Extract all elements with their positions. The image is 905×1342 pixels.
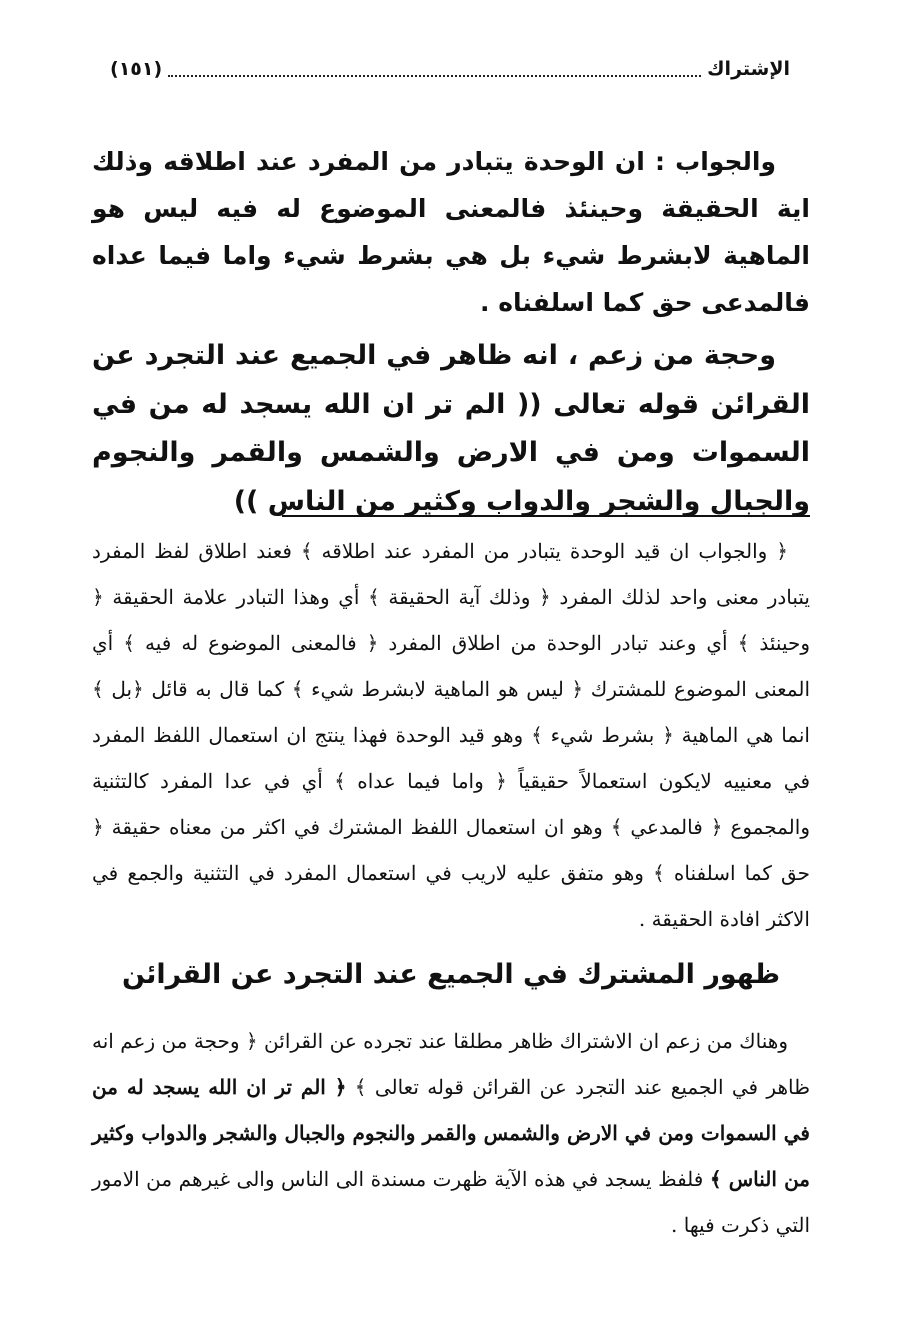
commentary-text-2: [92, 1018, 810, 1248]
chapter-title: الإشتراك: [707, 58, 790, 80]
page-number: (١٥١): [110, 58, 163, 80]
commentary-text: [92, 528, 810, 942]
running-header: [110, 52, 790, 86]
section-heading: ظهور المشترك في الجميع عند التجرد عن القرائن: [121, 959, 781, 990]
main-text: [92, 138, 810, 526]
quranic-verse: ﴿ الم تر ان الله يسجد له من في السموات ومن في الارض والشمس والقمر والنجوم والجبال والشجر والدواب وكثير من الناس ﴾: [92, 1075, 811, 1191]
main-text-paragraph-answer: والجواب : ان الوحدة يتبادر من المفرد عند اطلاقه وذلك اية الحقيقة وحينئذ فالمعنى الموضوع له فيه ليس هو الماهية لابشرط شيء بل هي بشرط شيء واما فيما عداه فالمدعى حق كما اسلفناه .: [92, 147, 810, 317]
commentary-paragraph: ﴿ والجواب ان قيد الوحدة يتبادر من المفرد عند اطلاقه ﴾ فعند اطلاق لفظ المفرد يتبادر معنى واحد لذلك المفرد ﴿ وذلك آية الحقيقة ﴾ أي وهذا التبادر علامة الحقيقة ﴿ وحينئذ ﴾ أي وعند تبادر الوحدة من اطلاق المفرد ﴿ فالمعنى الموضوع له فيه ﴾ أي المعنى الموضوع للمشترك ﴿ ليس هو الماهية لابشرط شيء ﴾ كما قال به قائل ﴿بل ﴾ انما هي الماهية ﴿ بشرط شيء ﴾ وهو قيد الوحدة فهذا ينتج ان استعمال اللفظ المفرد في معنييه لايكون استعمالاً حقيقياً ﴿ واما فيما عداه ﴾ أي في عدا المفرد كالتثنية والمجموع ﴿ فالمدعي ﴾ وهو ان استعمال اللفظ المشترك في اكثر من معناه حقيقة ﴿ حق كما اسلفناه ﴾ وهو متفق عليه لاريب في استعمال المفرد في التثنية والجمع في الاكثر افادة الحقيقة .: [92, 539, 811, 931]
separator-line: [282, 515, 810, 517]
commentary-paragraph-2: [92, 1018, 810, 1248]
leader-dots: [168, 61, 701, 77]
commentary-tail: فلفظ يسجد في هذه الآية ظهرت مسندة الى الناس والى غيرهم من الامور التي ذكرت فيها .: [92, 1167, 810, 1237]
commentary-lead: وهناك من زعم ان الاشتراك ظاهر مطلقا عند تجرده عن القرائن ﴿ وحجة من زعم انه ظاهر في الجميع عند التجرد عن القرائن قوله تعالى ﴾: [92, 1029, 810, 1099]
main-text-paragraph-argument: وحجة من زعم ، انه ظاهر في الجميع عند التجرد عن القرائن قوله تعالى (( الم تر ان الله يسجد له من في السموات ومن في الارض والشمس والقمر والنجوم والجبال والشجر والدواب وكثير من الناس )): [92, 340, 810, 517]
